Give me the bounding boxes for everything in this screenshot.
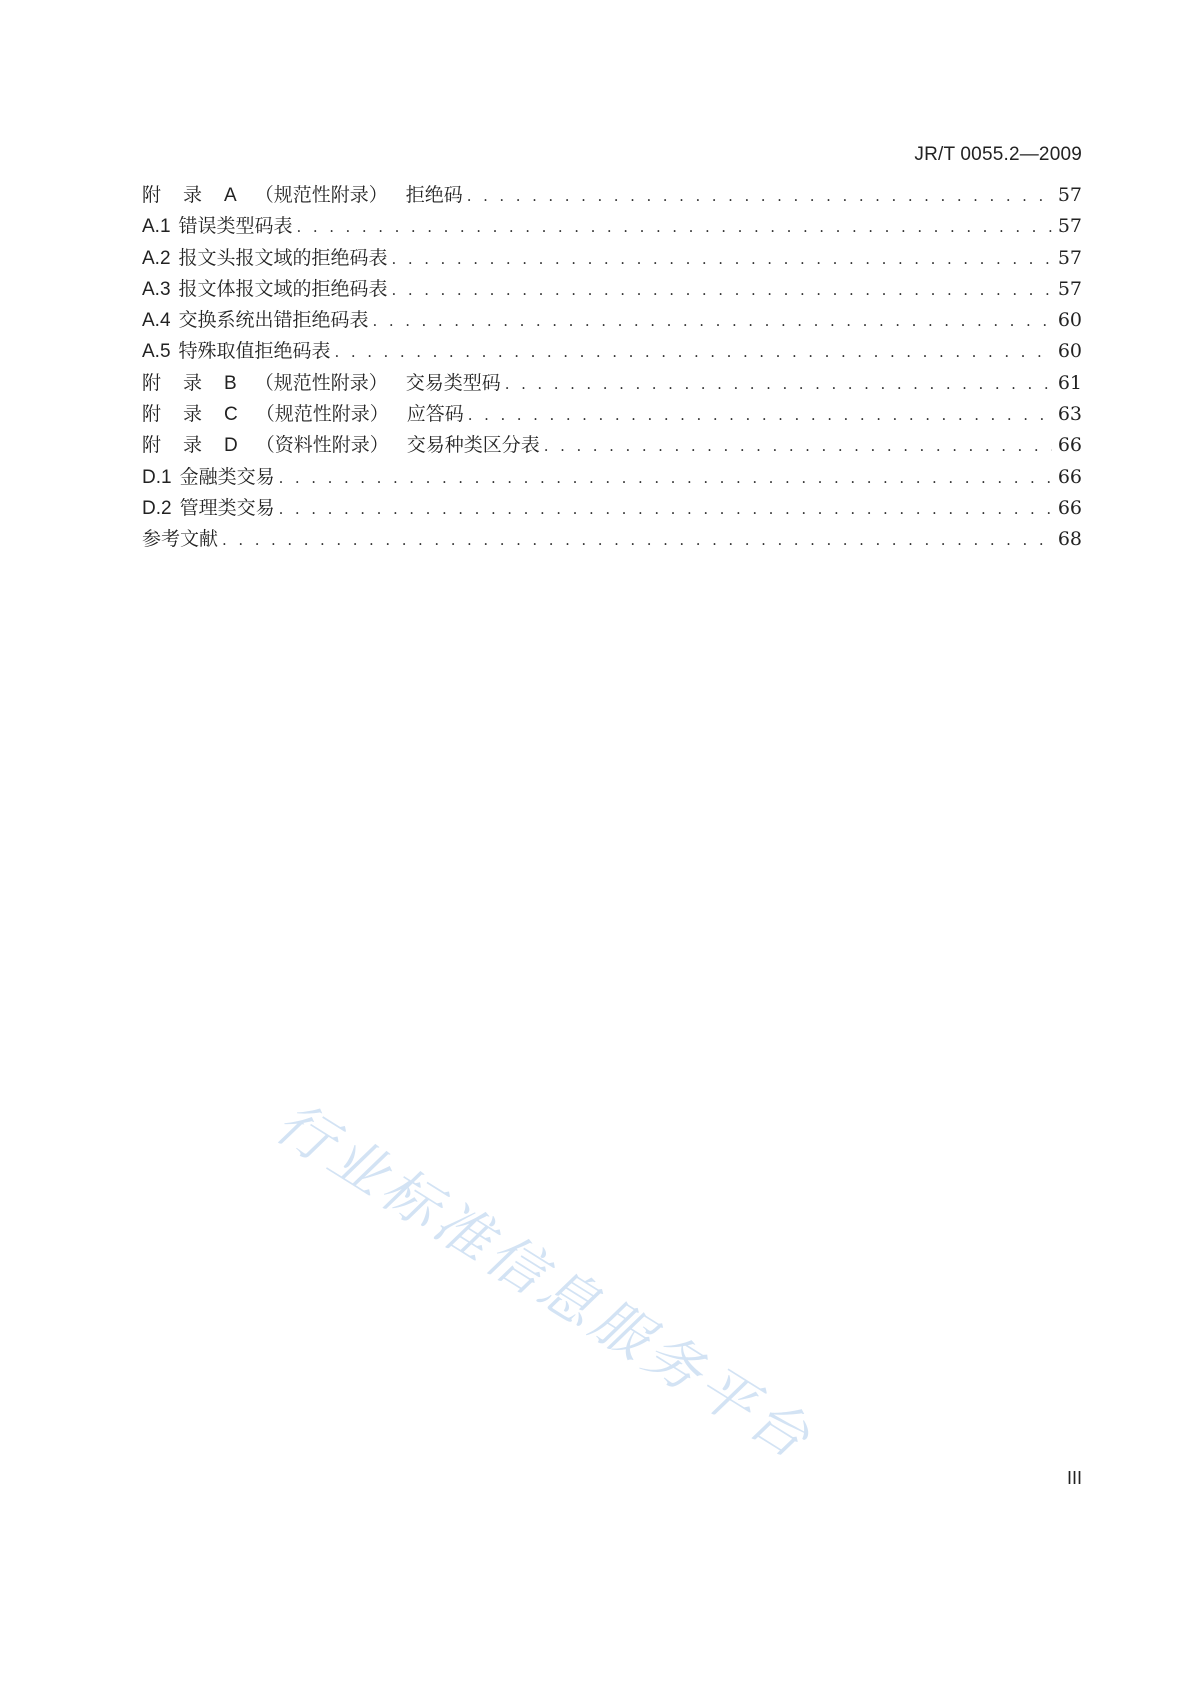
toc-entry-page: 66: [1057, 434, 1082, 457]
dot-leader: [222, 525, 1052, 556]
toc-entry-page: 66: [1057, 496, 1082, 519]
toc-entry-page: 66: [1057, 465, 1082, 488]
toc-entry[interactable]: [142, 274, 1082, 305]
toc-entry[interactable]: [142, 462, 1082, 493]
toc-entry-title: 交换系统出错拒绝码表: [178, 309, 369, 332]
toc-entry-page: 60: [1057, 309, 1082, 332]
toc-entry[interactable]: [142, 211, 1082, 242]
appendix-label: 附 录 A （规范性附录）: [142, 184, 388, 206]
page-number: III: [1066, 1468, 1082, 1488]
toc-entry-page: 63: [1057, 403, 1082, 426]
toc-entry-title: 金融类交易: [179, 465, 275, 488]
toc-entry[interactable]: [142, 305, 1082, 336]
dot-leader: [392, 275, 1052, 306]
toc-entry-page: 60: [1057, 340, 1082, 363]
toc-entry-page: 68: [1057, 528, 1082, 551]
dot-leader: [335, 337, 1052, 368]
table-of-contents: [142, 180, 1082, 556]
toc-entry[interactable]: [142, 368, 1082, 399]
toc-entry-page: 57: [1057, 277, 1082, 300]
toc-entry-page: 57: [1057, 184, 1082, 206]
toc-entry-number: D.1: [142, 466, 172, 488]
toc-entry-title: 参考文献: [142, 528, 219, 551]
toc-entry-title: 应答码: [406, 403, 464, 426]
toc-entry-number: A.3: [142, 278, 171, 300]
toc-entry-title: 交易类型码: [405, 371, 501, 394]
dot-leader: [373, 306, 1052, 337]
document-code: JR/T 0055.2—2009: [914, 144, 1082, 165]
dot-leader: [392, 244, 1052, 275]
toc-entry-number: D.2: [142, 497, 172, 519]
toc-entry[interactable]: [142, 430, 1082, 461]
toc-entry-number: A.2: [142, 247, 171, 269]
toc-entry-page: 57: [1057, 215, 1082, 238]
toc-entry[interactable]: [142, 399, 1082, 430]
toc-entry-title: 交易种类区分表: [406, 434, 540, 457]
toc-entry-number: A.5: [142, 341, 171, 363]
toc-entry[interactable]: [142, 243, 1082, 274]
dot-leader: [279, 463, 1052, 494]
toc-entry-number: A.4: [142, 310, 171, 332]
toc-entry-page: 61: [1057, 371, 1082, 394]
toc-entry-title: 报文头报文域的拒绝码表: [178, 246, 388, 269]
toc-entry[interactable]: [142, 180, 1082, 211]
appendix-label: 附 录 C （规范性附录）: [142, 403, 389, 426]
toc-entry-number: A.1: [142, 216, 171, 238]
toc-entry[interactable]: [142, 524, 1082, 555]
toc-entry-title: 错误类型码表: [178, 215, 293, 238]
appendix-label: 附 录 B （规范性附录）: [142, 371, 388, 394]
toc-entry-title: 拒绝码: [405, 184, 463, 206]
appendix-label: 附 录 D （资料性附录）: [142, 434, 389, 457]
dot-leader: [467, 181, 1052, 212]
toc-entry[interactable]: [142, 336, 1082, 367]
dot-leader: [544, 431, 1052, 462]
dot-leader: [468, 400, 1052, 431]
toc-entry-title: 特殊取值拒绝码表: [178, 340, 331, 363]
toc-entry-title: 报文体报文域的拒绝码表: [178, 277, 388, 300]
dot-leader: [505, 369, 1052, 400]
dot-leader: [297, 212, 1052, 243]
toc-entry-page: 57: [1057, 246, 1082, 269]
toc-entry-title: 管理类交易: [179, 496, 275, 519]
dot-leader: [279, 494, 1052, 525]
toc-entry[interactable]: [142, 493, 1082, 524]
watermark: 行业标准信息服务平台: [264, 1090, 825, 1474]
